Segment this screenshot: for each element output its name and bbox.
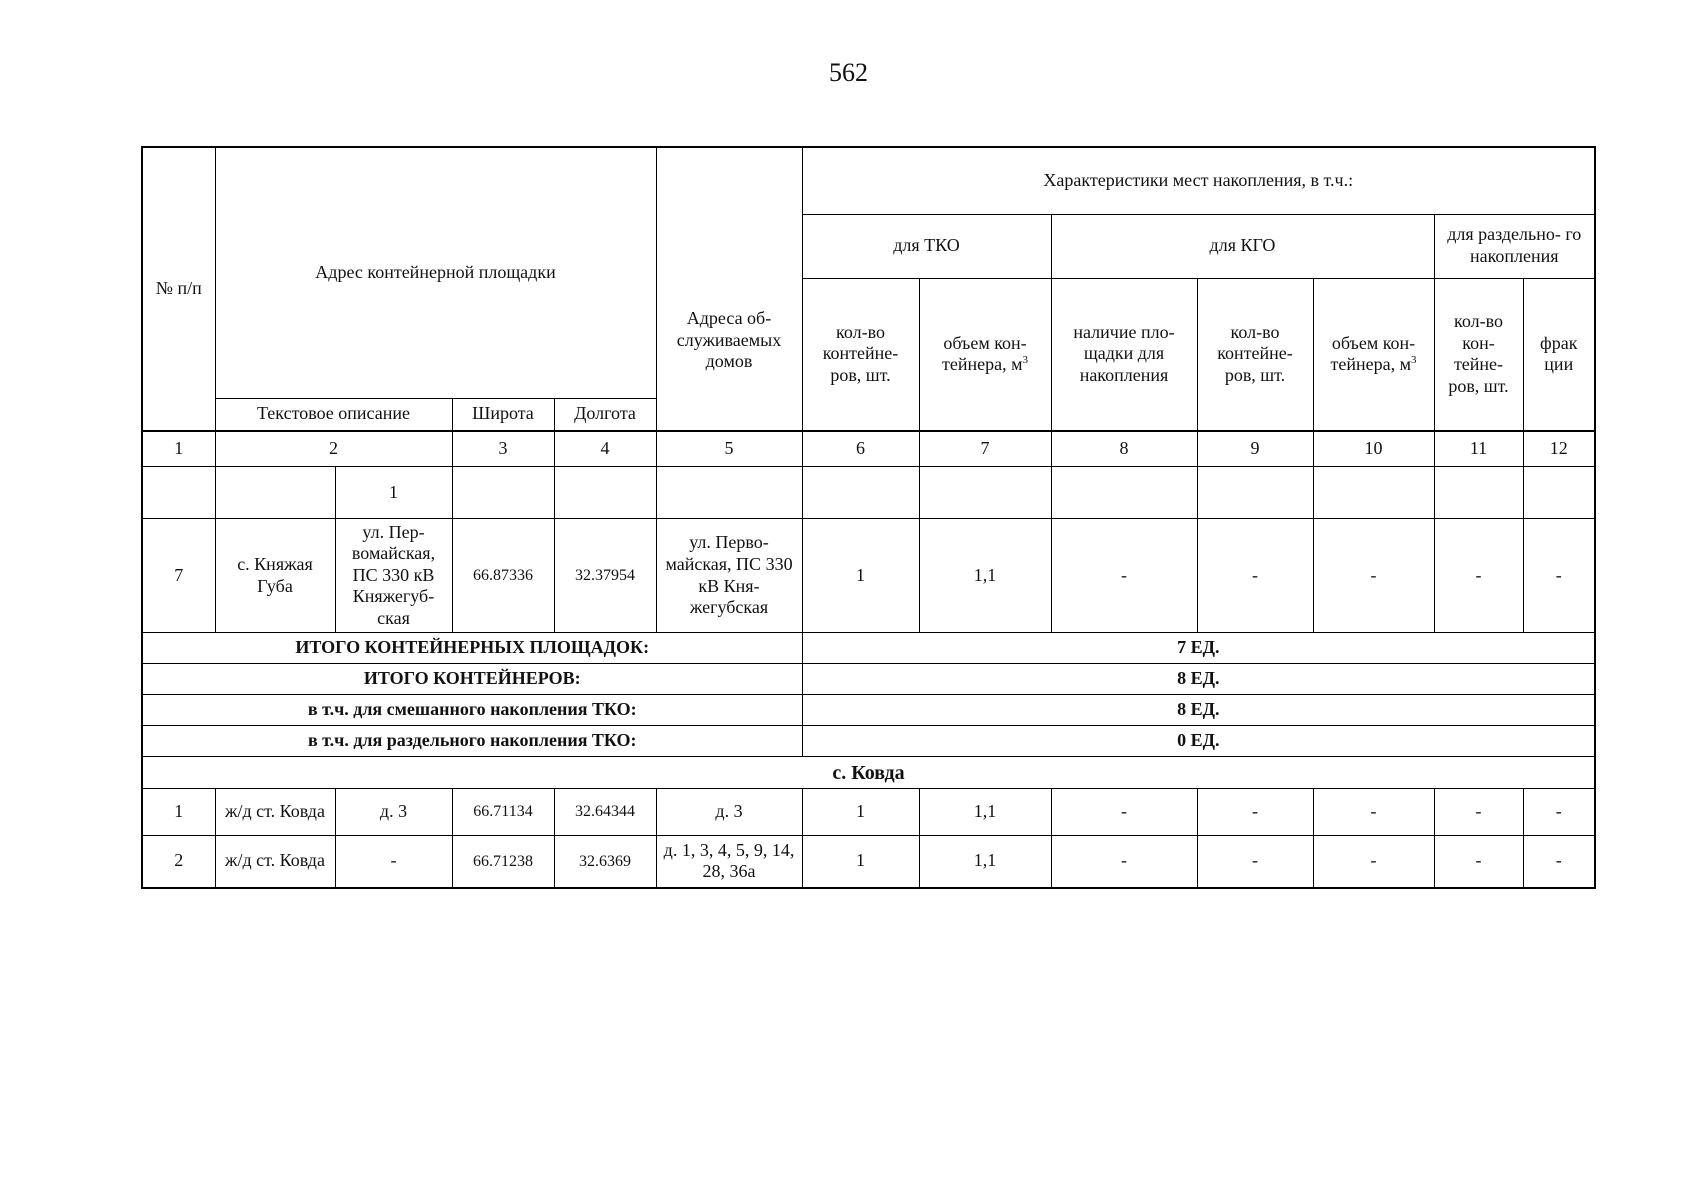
total-value: 8 ЕД. xyxy=(802,664,1595,695)
col-number: 12 xyxy=(1523,431,1595,467)
row-c12: - xyxy=(1523,789,1595,836)
spacer-cell xyxy=(919,467,1051,519)
row-lat: 66.87336 xyxy=(452,519,554,633)
row-c6: 1 xyxy=(802,519,919,633)
col-number: 1 xyxy=(142,431,215,467)
table-row xyxy=(142,789,1595,836)
header-sep-fractions: фрак ции xyxy=(1523,278,1595,431)
header-characteristics: Характеристики мест накопления, в т.ч.: xyxy=(802,147,1595,214)
row-lat: 66.71134 xyxy=(452,789,554,836)
spacer-cell xyxy=(1434,467,1523,519)
total-row xyxy=(142,633,1595,664)
row-c9: - xyxy=(1197,519,1313,633)
row-houses: д. 1, 3, 4, 5, 9, 14, 28, 36а xyxy=(656,836,802,888)
row-c9: - xyxy=(1197,836,1313,888)
header-addr-lat: Широта xyxy=(452,398,554,431)
spacer-cell xyxy=(554,467,656,519)
row-c12: - xyxy=(1523,519,1595,633)
row-c10: - xyxy=(1313,789,1434,836)
header-served-houses: Адреса об- служиваемых домов xyxy=(656,147,802,431)
header-addr-lon: Долгота xyxy=(554,398,656,431)
col-number: 7 xyxy=(919,431,1051,467)
spacer-label: 1 xyxy=(335,467,452,519)
spacer-cell xyxy=(1051,467,1197,519)
row-lat: 66.71238 xyxy=(452,836,554,888)
total-value: 8 ЕД. xyxy=(802,695,1595,726)
row-street: ул. Пер- вомайская, ПС 330 кВ Княжегуб- ская xyxy=(335,519,452,633)
col-number: 11 xyxy=(1434,431,1523,467)
row-c6: 1 xyxy=(802,836,919,888)
header-separate: для раздельно- го накопления xyxy=(1434,214,1595,278)
spacer-cell xyxy=(802,467,919,519)
total-row xyxy=(142,695,1595,726)
total-row xyxy=(142,664,1595,695)
section-title: с. Ковда xyxy=(142,757,1595,789)
total-value: 7 ЕД. xyxy=(802,633,1595,664)
total-label: в т.ч. для смешанного накопления ТКО: xyxy=(142,695,802,726)
spacer-cell xyxy=(215,467,335,519)
col-number: 5 xyxy=(656,431,802,467)
row-c8: - xyxy=(1051,836,1197,888)
header-kgo: для КГО xyxy=(1051,214,1434,278)
header-num: № п/п xyxy=(142,147,215,431)
row-settlement: ж/д ст. Ковда xyxy=(215,789,335,836)
col-number: 9 xyxy=(1197,431,1313,467)
row-c11: - xyxy=(1434,519,1523,633)
row-c10: - xyxy=(1313,836,1434,888)
row-lon: 32.37954 xyxy=(554,519,656,633)
row-houses: д. 3 xyxy=(656,789,802,836)
header-sep-count: кол-во кон- тейне- ров, шт. xyxy=(1434,278,1523,431)
row-lon: 32.6369 xyxy=(554,836,656,888)
total-label: в т.ч. для раздельного накопления ТКО: xyxy=(142,726,802,757)
spacer-cell xyxy=(452,467,554,519)
header-address-group: Адрес контейнерной площадки xyxy=(215,147,656,398)
spacer-cell xyxy=(1197,467,1313,519)
col-number: 3 xyxy=(452,431,554,467)
header-addr-text: Текстовое описание xyxy=(215,398,452,431)
row-num: 1 xyxy=(142,789,215,836)
row-c9: - xyxy=(1197,789,1313,836)
col-number: 2 xyxy=(215,431,452,467)
row-c11: - xyxy=(1434,836,1523,888)
table-row xyxy=(142,836,1595,888)
spacer-cell xyxy=(656,467,802,519)
row-c7: 1,1 xyxy=(919,789,1051,836)
page-number: 562 xyxy=(829,58,868,87)
header-tko-volume: объем кон- тейнера, $м^3$ xyxy=(919,278,1051,431)
row-c10: - xyxy=(1313,519,1434,633)
col-number: 6 xyxy=(802,431,919,467)
row-settlement: ж/д ст. Ковда xyxy=(215,836,335,888)
row-c8: - xyxy=(1051,789,1197,836)
row-c7: 1,1 xyxy=(919,519,1051,633)
header-kgo-volume: объем кон- тейнера, $м^3$ xyxy=(1313,278,1434,431)
spacer-cell xyxy=(1523,467,1595,519)
row-c7: 1,1 xyxy=(919,836,1051,888)
row-street: - xyxy=(335,836,452,888)
container-sites-table xyxy=(141,146,1596,889)
row-c8: - xyxy=(1051,519,1197,633)
col-number: 8 xyxy=(1051,431,1197,467)
header-kgo-site: наличие пло- щадки для накопления xyxy=(1051,278,1197,431)
spacer-cell xyxy=(142,467,215,519)
row-c6: 1 xyxy=(802,789,919,836)
header-tko: для ТКО xyxy=(802,214,1051,278)
row-num: 2 xyxy=(142,836,215,888)
header-tko-count: кол-во контейне- ров, шт. xyxy=(802,278,919,431)
header-kgo-count: кол-во контейне- ров, шт. xyxy=(1197,278,1313,431)
col-number: 10 xyxy=(1313,431,1434,467)
total-label: ИТОГО КОНТЕЙНЕРНЫХ ПЛОЩАДОК: xyxy=(142,633,802,664)
total-label: ИТОГО КОНТЕЙНЕРОВ: xyxy=(142,664,802,695)
row-lon: 32.64344 xyxy=(554,789,656,836)
col-number: 4 xyxy=(554,431,656,467)
row-c12: - xyxy=(1523,836,1595,888)
row-settlement: с. Княжая Губа xyxy=(215,519,335,633)
row-num: 7 xyxy=(142,519,215,633)
total-value: 0 ЕД. xyxy=(802,726,1595,757)
total-row xyxy=(142,726,1595,757)
row-c11: - xyxy=(1434,789,1523,836)
row-street: д. 3 xyxy=(335,789,452,836)
table-row xyxy=(142,519,1595,633)
section-row xyxy=(142,757,1595,789)
spacer-cell xyxy=(1313,467,1434,519)
row-houses: ул. Перво- майская, ПС 330 кВ Кня- жегубская xyxy=(656,519,802,633)
